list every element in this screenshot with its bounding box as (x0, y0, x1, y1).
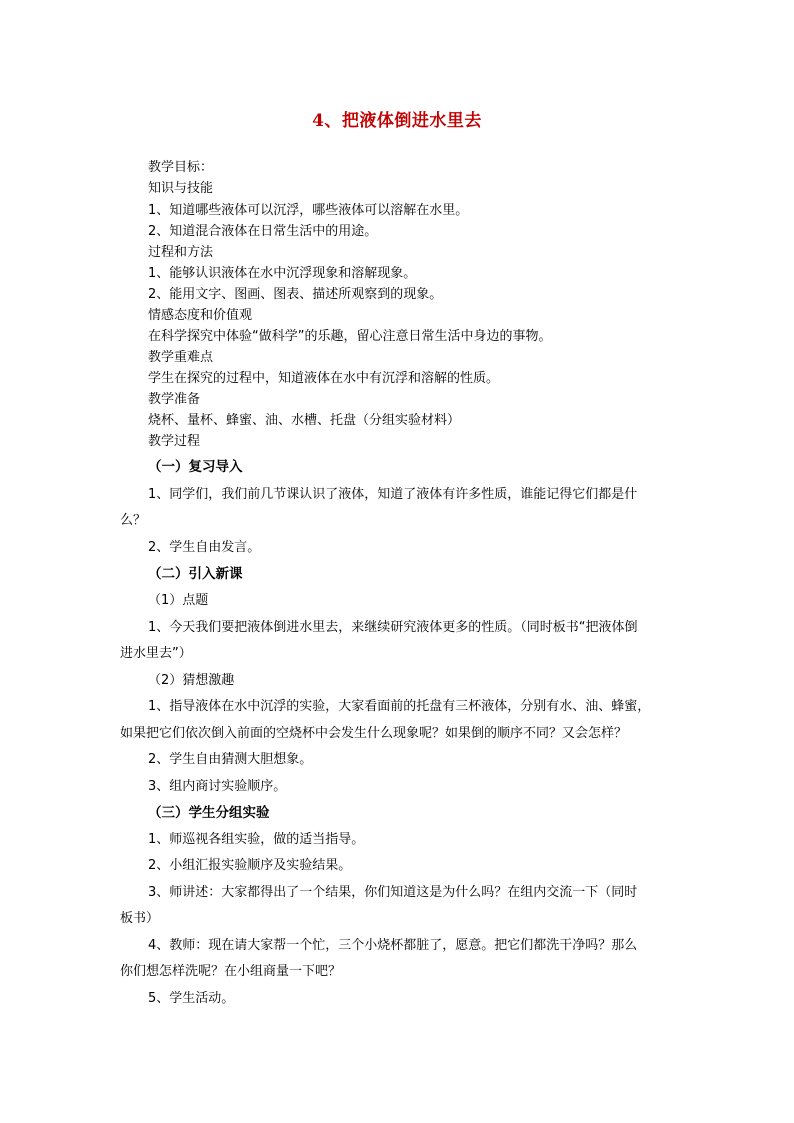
section-3-heading: （三）学生分组实验 (148, 805, 270, 821)
section-3-item-3-line-2: 板书） (120, 911, 160, 926)
preparation-label: 教学准备 (148, 392, 201, 407)
knowledge-item-2: 2、知道混合液体在日常生活中的用途。 (148, 224, 378, 239)
section-3-item-2: 2、小组汇报实验顺序及实验结果。 (148, 858, 352, 873)
attitude-text: 在科学探究中体验“做科学”的乐趣，留心注意日常生活中身边的事物。 (148, 329, 552, 344)
page-title: 4、把液体倒进水里去 (312, 111, 482, 131)
section-3-item-3-line-1: 3、师讲述：大家都得出了一个结果，你们知道这是为什么吗？在组内交流一下（同时 (148, 885, 638, 900)
section-2-sub-2-item-3: 3、组内商讨实验顺序。 (148, 779, 287, 794)
section-2-sub-1-item-1-line-2: 进水里去”） (120, 646, 192, 661)
section-2-sub-2-item-2: 2、学生自由猜测大胆想象。 (148, 752, 313, 767)
section-1-item-2: 2、学生自由发言。 (148, 540, 261, 555)
section-3-item-5: 5、学生活动。 (148, 991, 235, 1006)
teaching-process-label: 教学过程 (148, 434, 201, 449)
objectives-label: 教学目标： (148, 160, 214, 175)
section-1-heading: （一）复习导入 (148, 459, 243, 475)
section-2-sub-2-item-1-line-1: 1、指导液体在水中沉浮的实验，大家看面前的托盘有三杯液体，分别有水、油、蜂蜜， (148, 699, 651, 714)
process-item-1: 1、能够认识液体在水中沉浮现象和溶解现象。 (148, 266, 417, 281)
process-item-2: 2、能用文字、图画、图表、描述所观察到的现象。 (148, 287, 443, 302)
section-2-sub-2: （2）猜想激趣 (148, 673, 235, 688)
section-2-sub-2-item-1-line-2: 如果把它们依次倒入前面的空烧杯中会发生什么现象呢？如果倒的顺序不同？又会怎样？ (120, 726, 628, 741)
section-2-sub-1-item-1-line-1: 1、今天我们要把液体倒进水里去，来继续研究液体更多的性质。（同时板书“把液体倒 (148, 620, 638, 635)
process-method-label: 过程和方法 (148, 245, 214, 260)
section-3-item-4-line-1: 4、教师：现在请大家帮一个忙，三个小烧杯都脏了，愿意。把它们都洗干净吗？那么 (148, 938, 638, 953)
preparation-text: 烧杯、量杯、蜂蜜、油、水槽、托盘（分组实验材料） (148, 413, 461, 428)
key-points-label: 教学重难点 (148, 350, 214, 365)
section-1-item-1-line-2: 么？ (120, 513, 147, 528)
section-3-item-4-line-2: 你们想怎样洗呢？在小组商量一下吧？ (120, 964, 342, 979)
section-1-item-1-line-1: 1、同学们，我们前几节课认识了液体，知道了液体有许多性质，谁能记得它们都是什 (148, 487, 638, 502)
section-2-heading: （二）引入新课 (148, 566, 243, 582)
section-2-sub-1: （1）点题 (148, 593, 209, 608)
section-3-item-1: 1、师巡视各组实验，做的适当指导。 (148, 832, 365, 847)
knowledge-label: 知识与技能 (148, 181, 214, 196)
attitude-label: 情感态度和价值观 (148, 308, 253, 323)
knowledge-item-1: 1、知道哪些液体可以沉浮，哪些液体可以溶解在水里。 (148, 203, 469, 218)
key-points-text: 学生在探究的过程中，知道液体在水中有沉浮和溶解的性质。 (148, 371, 500, 386)
